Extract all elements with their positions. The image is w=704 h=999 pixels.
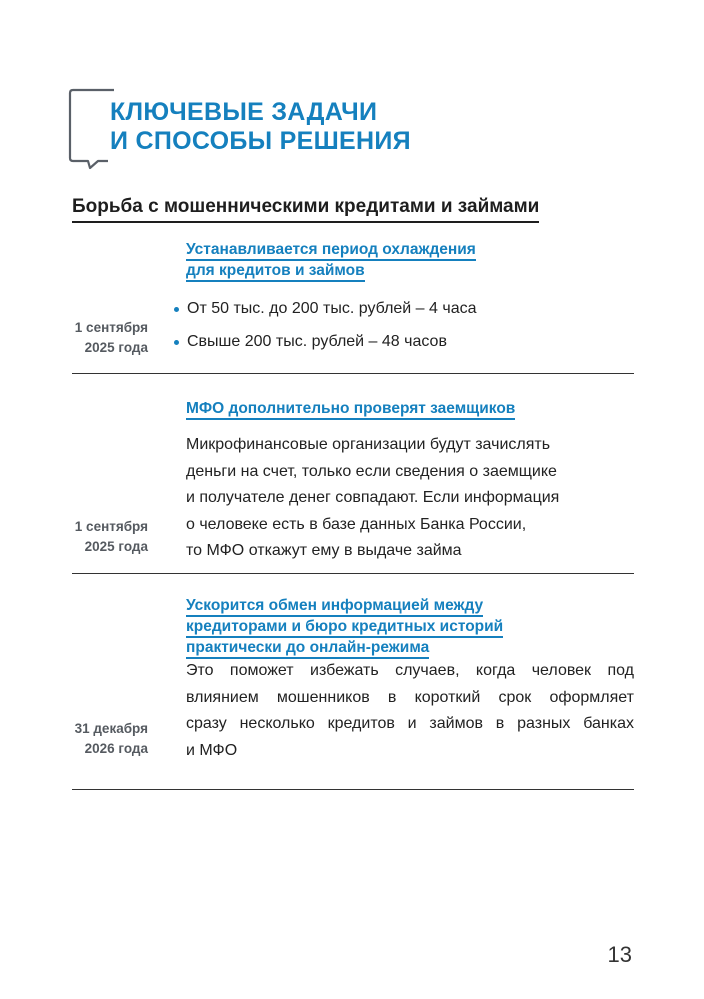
description-line: и МФО (186, 741, 238, 759)
list-item (172, 298, 477, 331)
effective-date-line: 1 сентября (74, 519, 148, 534)
measure-block (72, 399, 634, 574)
page-title-line: КЛЮЧЕВЫЕ ЗАДАЧИ (110, 98, 378, 126)
bullet-list (172, 298, 477, 364)
section-heading: Борьба с мошенническими кредитами и займами (72, 196, 539, 223)
page-number: 13 (607, 942, 632, 967)
effective-date-line: 1 сентября (74, 320, 148, 335)
description-line: Микрофинансовые организации будут зачислять (186, 436, 551, 453)
description-line: то МФО откажут ему в выдаче займа (186, 542, 462, 559)
bullet-dot-icon (174, 340, 179, 345)
divider (72, 573, 634, 574)
effective-date (72, 517, 148, 557)
page-title (110, 98, 510, 156)
page-title-line: И СПОСОБЫ РЕШЕНИЯ (110, 127, 411, 155)
effective-date-line: 2025 года (84, 340, 148, 355)
list-item-text: От 50 тыс. до 200 тыс. рублей – 4 часа (187, 300, 477, 317)
list-item (172, 331, 477, 364)
measure-block (72, 596, 634, 791)
measure-block (72, 240, 634, 375)
effective-date (72, 719, 148, 759)
measure-title-line: Ускорится обмен информацией между (186, 596, 483, 617)
effective-date (72, 318, 148, 358)
measure-description (186, 658, 634, 764)
bullet-dot-icon (174, 307, 179, 312)
description-line: сразу несколько кредитов и займов в разных банках (186, 715, 634, 732)
description-line: влиянием мошенников в короткий срок оформляет (186, 688, 634, 706)
measure-description (186, 432, 559, 565)
effective-date-line: 2026 года (84, 741, 148, 756)
measure-title (186, 399, 515, 420)
divider (72, 373, 634, 374)
divider (72, 789, 634, 790)
measure-title (186, 240, 476, 282)
measure-title-line: Устанавливается период охлаждения (186, 240, 476, 261)
measure-title (186, 596, 503, 659)
description-line: Это поможет избежать случаев, когда человек под (186, 662, 634, 679)
description-line: и получателе денег совпадают. Если информация (186, 489, 560, 506)
measure-title-line: практически до онлайн-режима (186, 638, 429, 659)
list-item-text: Свыше 200 тыс. рублей – 48 часов (187, 333, 447, 350)
effective-date-line: 2025 года (84, 539, 148, 554)
description-line: деньги на счет, только если сведения о заемщике (186, 462, 557, 480)
measure-title-line: кредиторами и бюро кредитных историй (186, 617, 503, 638)
description-line: о человеке есть в базе данных Банка России, (186, 515, 527, 533)
effective-date-line: 31 декабря (74, 721, 148, 736)
measure-title-line: МФО дополнительно проверят заемщиков (186, 399, 515, 420)
measure-title-line: для кредитов и займов (186, 261, 365, 282)
